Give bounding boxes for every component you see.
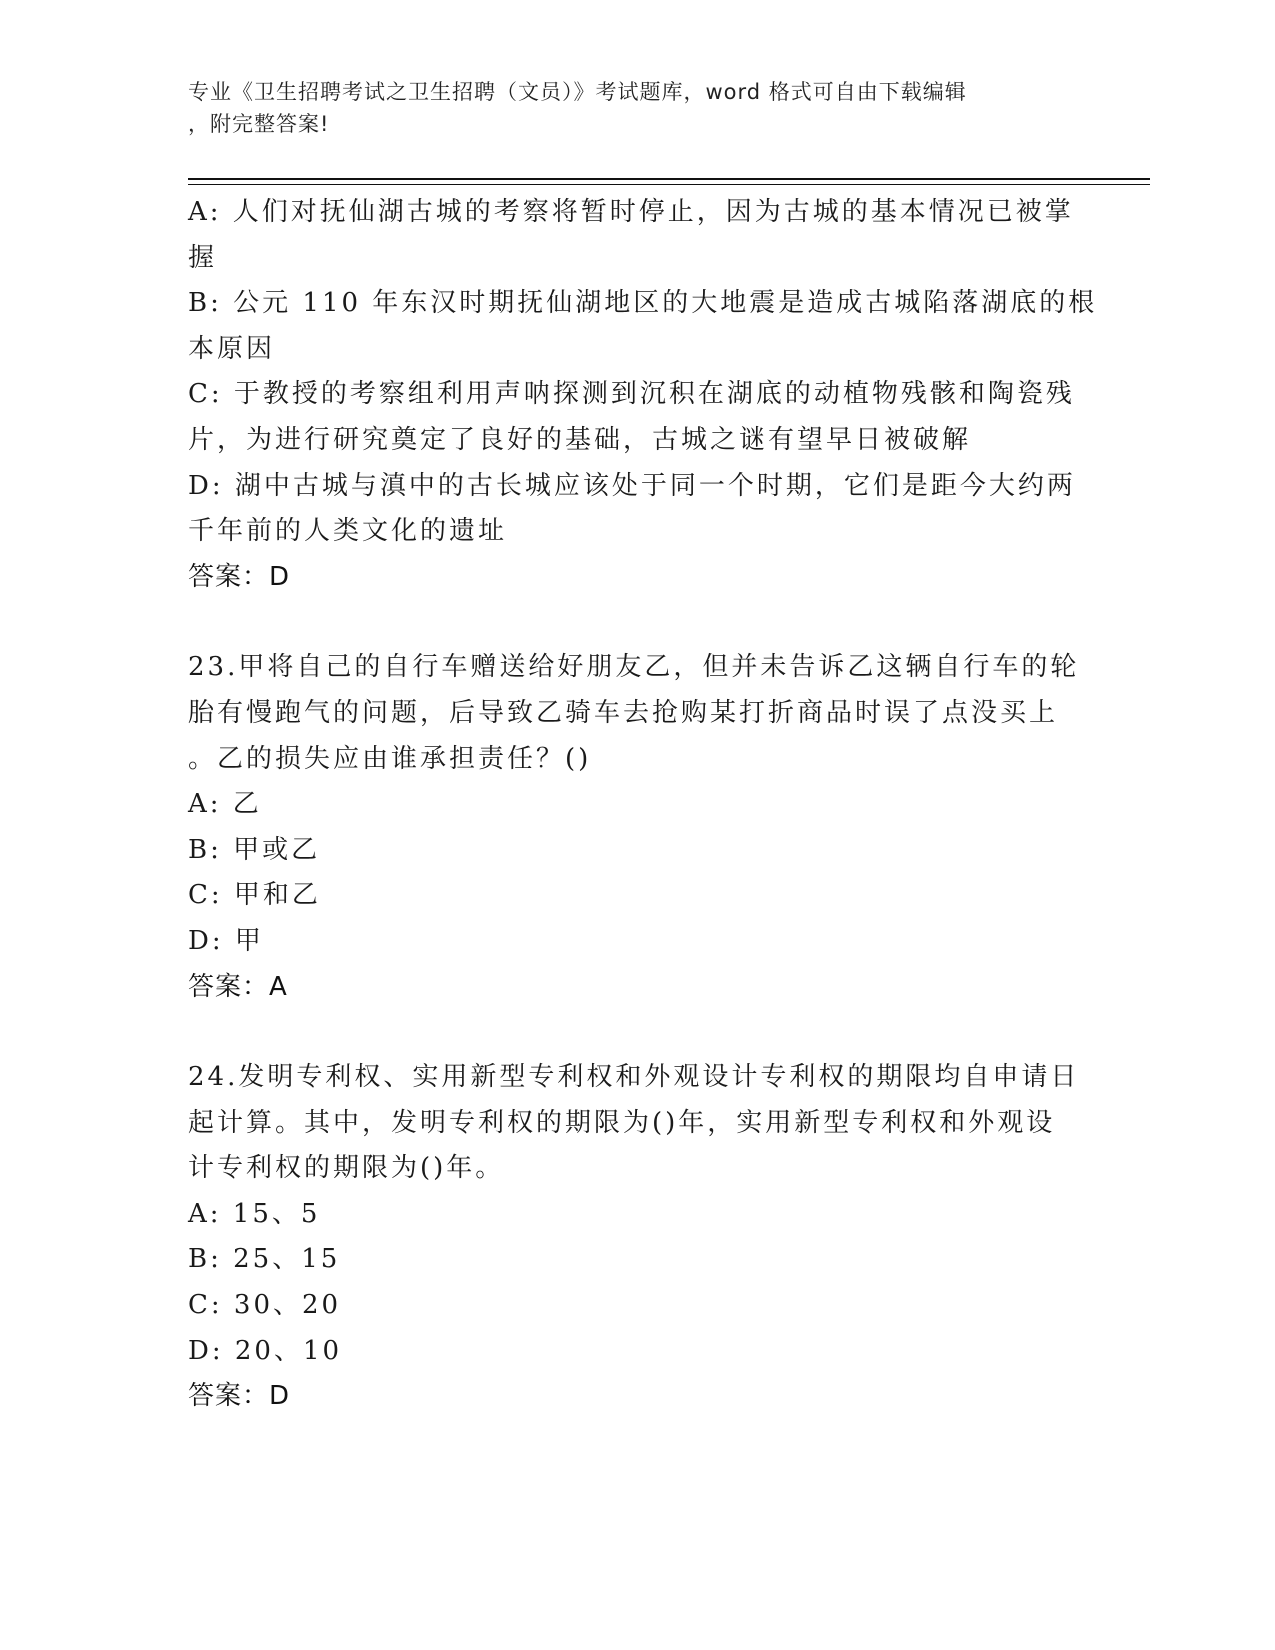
- header-divider-thick: [188, 178, 1150, 180]
- q22-option-c: [188, 372, 1078, 463]
- header-divider-thin: [188, 184, 1150, 185]
- q24-option-d: D: 20、10: [188, 1335, 343, 1366]
- q22-option-a: [188, 190, 1078, 281]
- q24-stem-line-2: 起计算。其中，发明专利权的期限为()年，实用新型专利权和外观设: [188, 1107, 1056, 1138]
- q23-option-c: C: 甲和乙: [188, 880, 321, 911]
- q22-option-a-line-1: A: 人们对抚仙湖古城的考察将暂时停止，因为古城的基本情况已被掌: [188, 197, 1074, 227]
- q22-option-c-line-2: 片，为进行研究奠定了良好的基础，古城之谜有望早日被破解: [188, 424, 972, 455]
- q23-stem-line-1: 23.甲将自己的自行车赠送给好朋友乙，但并未告诉乙这辆自行车的轮: [188, 652, 1080, 683]
- q22-option-c-line-1: C: 于教授的考察组利用声呐探测到沉积在湖底的动植物残骸和陶瓷残: [188, 379, 1075, 410]
- q24-option-c: C: 30、20: [188, 1290, 342, 1321]
- document-body: [188, 190, 1098, 1420]
- q22-option-d: [188, 464, 1078, 555]
- header-line-1: 专业《卫生招聘考试之卫生招聘（文员）》考试题库，word 格式可自由下载编辑: [188, 80, 967, 104]
- q24-option-a: A: 15、5: [188, 1198, 321, 1229]
- q24-option-b: B: 25、15: [188, 1244, 341, 1275]
- q24-answer: 答案：D: [188, 1381, 291, 1412]
- q22-answer: 答案：D: [188, 561, 291, 592]
- q22-option-b-line-2: 本原因: [188, 333, 276, 364]
- header-line-2: ，附完整答案!: [188, 112, 330, 136]
- q23-option-b: B: 甲或乙: [188, 834, 321, 865]
- question-23: [188, 645, 1078, 1010]
- question-24: [188, 1055, 1078, 1420]
- q22-option-d-line-2: 千年前的人类文化的遗址: [188, 516, 508, 547]
- q23-option-d: D: 甲: [188, 925, 264, 956]
- q23-option-a: A: 乙: [188, 789, 262, 820]
- q23-stem-line-2: 胎有慢跑气的问题，后导致乙骑车去抢购某打折商品时误了点没买上: [188, 697, 1059, 728]
- question-22: [188, 190, 1098, 600]
- q23-stem-line-3: 。乙的损失应由谁承担责任？(): [188, 743, 592, 774]
- q22-option-a-line-2: 握: [188, 242, 218, 273]
- q24-stem-line-1: 24.发明专利权、实用新型专利权和外观设计专利权的期限均自申请日: [188, 1062, 1080, 1093]
- q22-option-b-line-1: B: 公元 110 年东汉时期抚仙湖地区的大地震是造成古城陷落湖底的根: [188, 288, 1098, 319]
- q22-option-d-line-1: D: 湖中古城与滇中的古长城应该处于同一个时期，它们是距今大约两: [188, 470, 1076, 501]
- document-header: [188, 76, 1068, 140]
- q23-answer: 答案：A: [188, 971, 288, 1002]
- q22-option-b: [188, 281, 1098, 372]
- q24-stem-line-3: 计专利权的期限为()年。: [188, 1153, 505, 1184]
